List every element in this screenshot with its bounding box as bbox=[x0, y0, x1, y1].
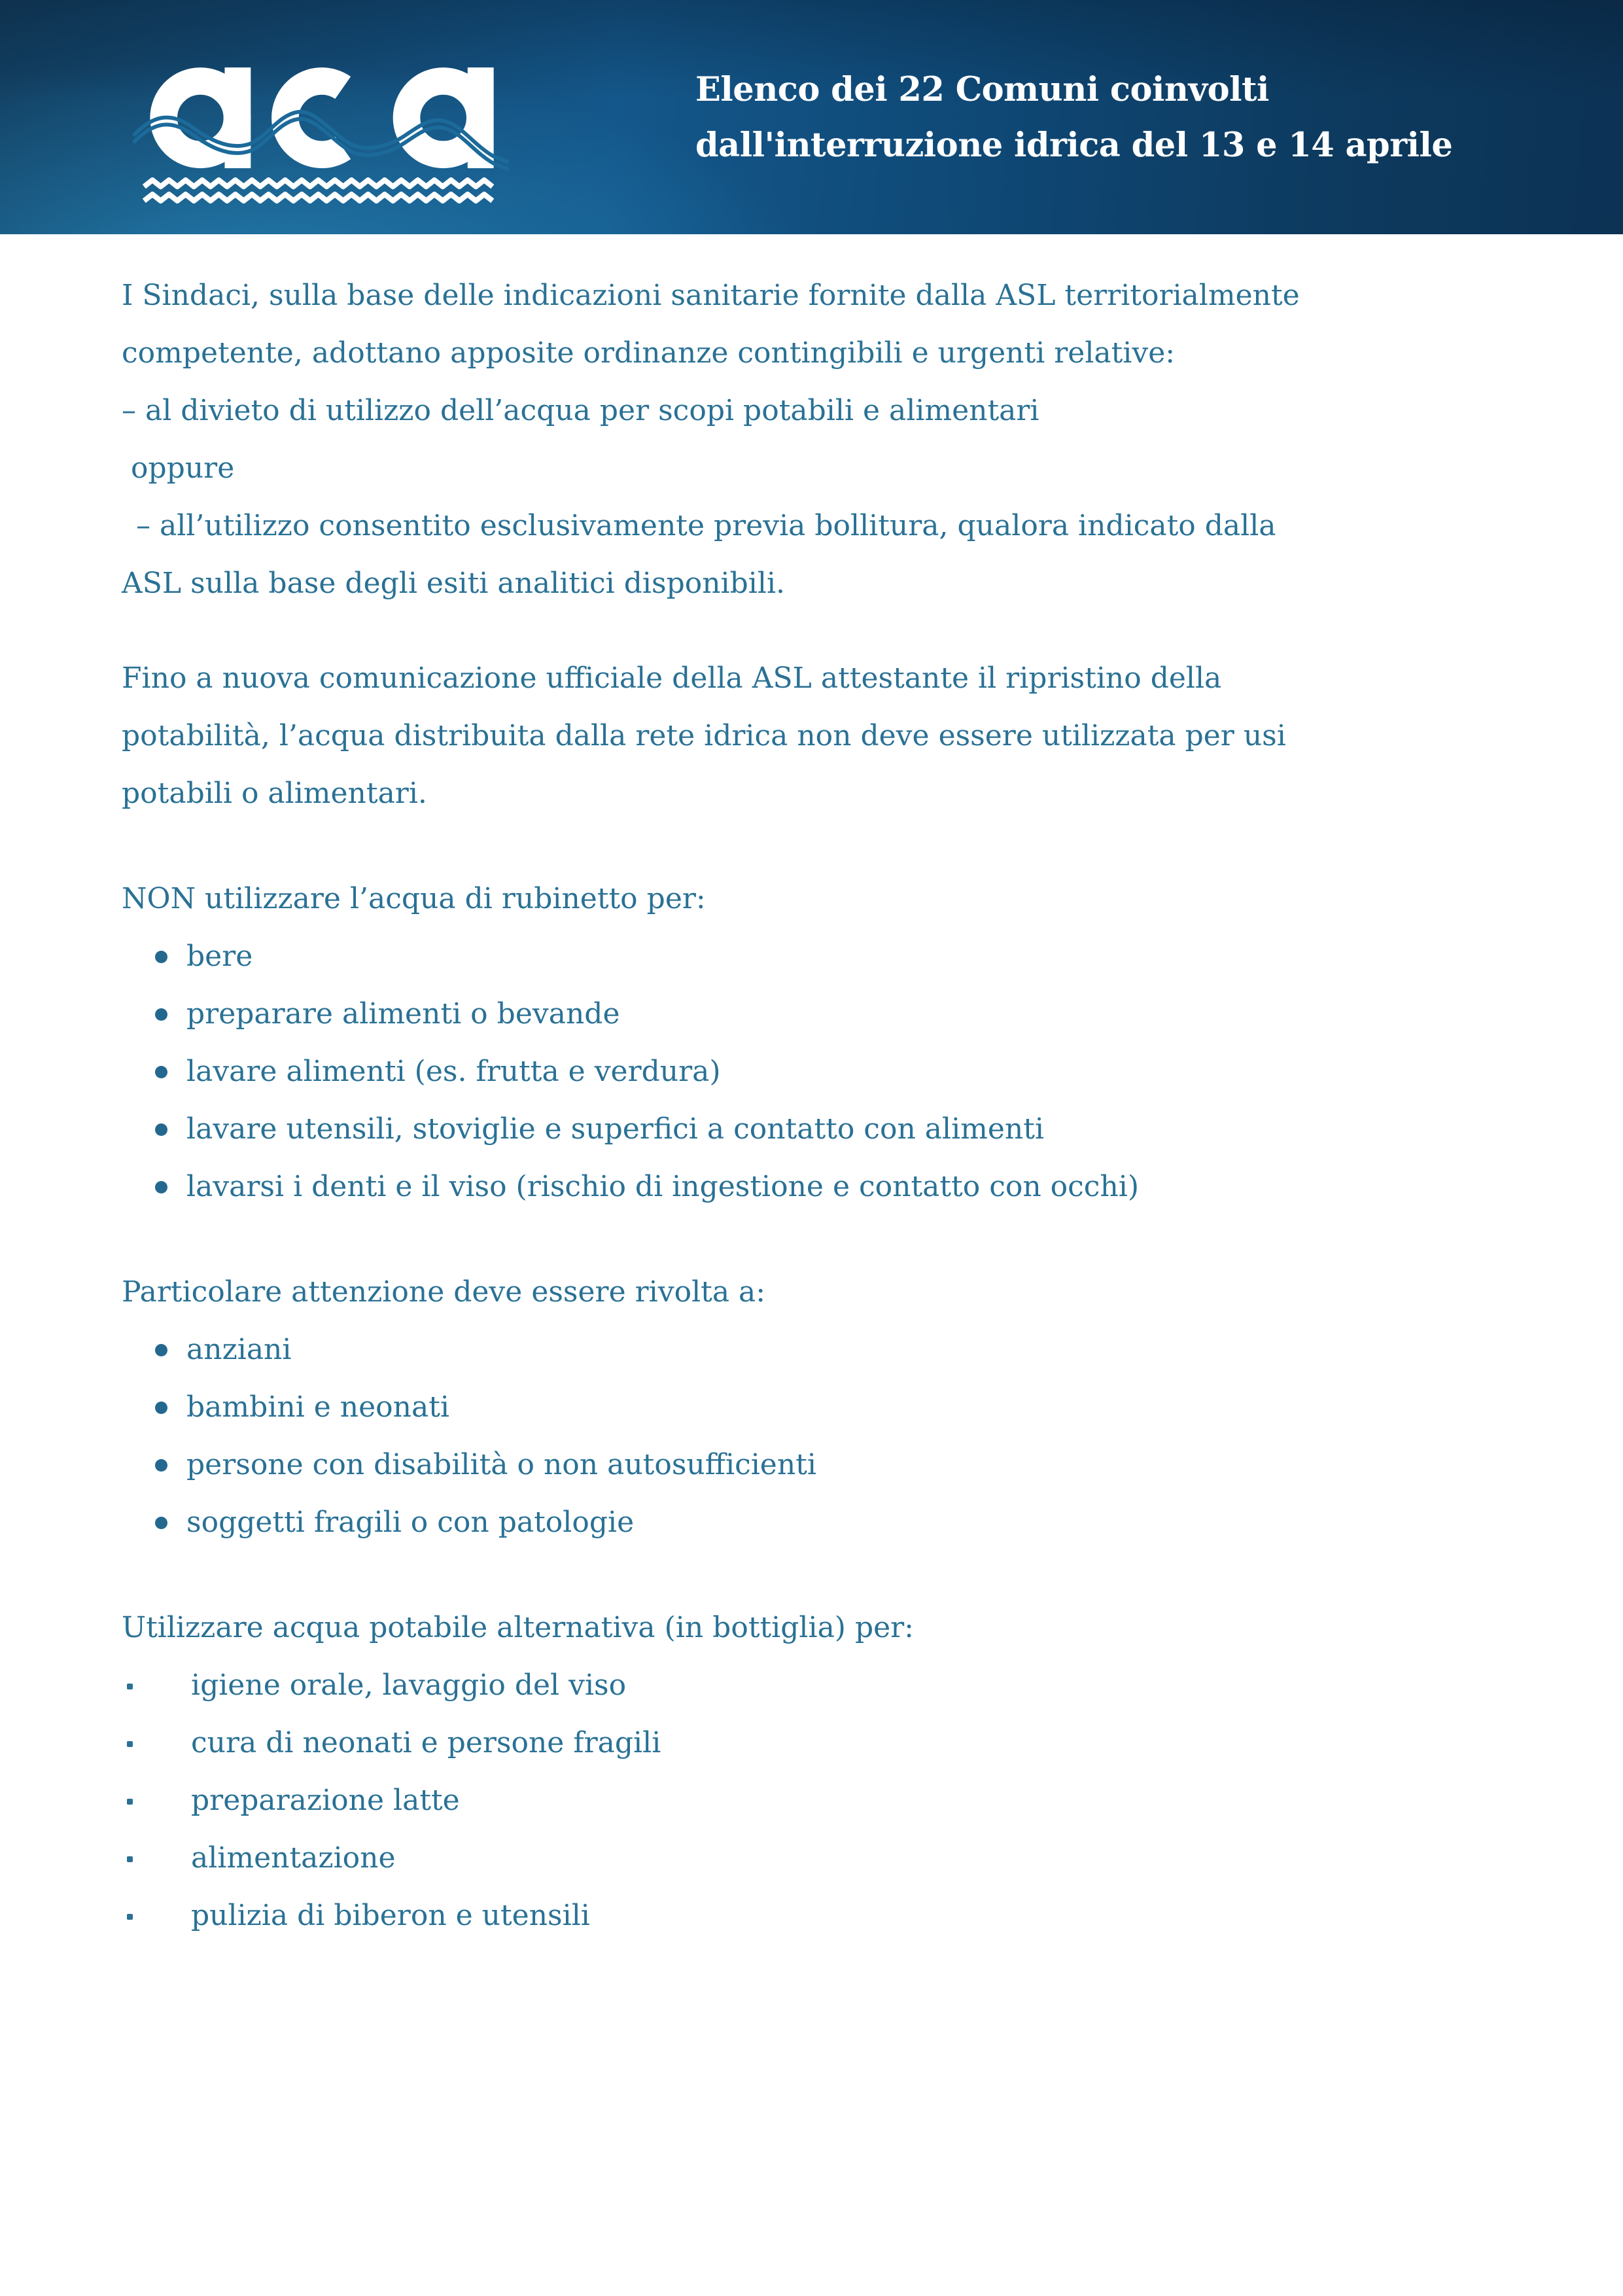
bullet-icon bbox=[155, 1008, 167, 1021]
header-banner bbox=[0, 0, 1623, 234]
list-item bbox=[122, 928, 1564, 985]
bullet-icon bbox=[155, 1459, 167, 1472]
attenzione-list bbox=[122, 1321, 1564, 1551]
non-utilizzare-list bbox=[122, 928, 1564, 1216]
aca-water-logo bbox=[120, 56, 524, 213]
list-item bbox=[122, 1158, 1564, 1216]
list-item-text: lavare utensili, stoviglie e superfici a contatto con alimenti bbox=[186, 1112, 1044, 1146]
page-title-line-1: Elenco dei 22 Comuni coinvolti bbox=[695, 70, 1269, 109]
list-item-text: lavare alimenti (es. frutta e verdura) bbox=[186, 1055, 721, 1088]
intro-line: – al divieto di utilizzo dell’acqua per scopi potabili e alimentari bbox=[122, 394, 1039, 427]
bullet-icon bbox=[155, 1181, 167, 1193]
alternativa-list bbox=[122, 1657, 1564, 1945]
paragraph-line: potabili o alimentari. bbox=[122, 777, 427, 810]
intro-line: I Sindaci, sulla base delle indicazioni sanitarie fornite dalla ASL territorialmente bbox=[122, 279, 1300, 312]
page-title bbox=[695, 62, 1452, 173]
list-item-text: cura di neonati e persone fragili bbox=[191, 1726, 661, 1759]
list-item bbox=[122, 1436, 1564, 1494]
bullet-icon bbox=[155, 1402, 167, 1414]
list-item-text: soggetti fragili o con patologie bbox=[186, 1506, 635, 1539]
intro-line: oppure bbox=[131, 451, 235, 485]
list-item-text: preparazione latte bbox=[191, 1784, 460, 1817]
asl-paragraph bbox=[122, 650, 1564, 822]
list-item bbox=[122, 1887, 1564, 1945]
list-item-text: preparare alimenti o bevande bbox=[186, 997, 620, 1031]
list-item bbox=[122, 1657, 1564, 1714]
paragraph-line: Fino a nuova comunicazione ufficiale della ASL attestante il ripristino della bbox=[122, 662, 1222, 695]
intro-line: – all’utilizzo consentito esclusivamente previa bollitura, qualora indicato dalla bbox=[136, 509, 1276, 542]
section-heading-attenzione: Particolare attenzione deve essere rivolta a: bbox=[122, 1275, 766, 1309]
notice-body bbox=[0, 234, 1623, 1945]
middle-dot-icon bbox=[127, 1914, 133, 1920]
zigzag-waves-icon bbox=[144, 180, 493, 201]
list-item bbox=[122, 1494, 1564, 1551]
list-item-text: lavarsi i denti e il viso (rischio di ingestione e contatto con occhi) bbox=[186, 1170, 1140, 1203]
intro-paragraph bbox=[122, 267, 1564, 612]
list-item bbox=[122, 1829, 1564, 1887]
aca-letters bbox=[164, 67, 493, 168]
list-item bbox=[122, 1714, 1564, 1772]
middle-dot-icon bbox=[127, 1799, 133, 1805]
intro-line: competente, adottano apposite ordinanze contingibili e urgenti relative: bbox=[122, 336, 1176, 370]
section-heading-alternativa: Utilizzare acqua potabile alternativa (in bottiglia) per: bbox=[122, 1611, 915, 1644]
list-item-text: bambini e neonati bbox=[186, 1390, 449, 1424]
list-item bbox=[122, 1101, 1564, 1158]
middle-dot-icon bbox=[127, 1684, 133, 1689]
list-item-text: anziani bbox=[186, 1333, 292, 1366]
list-item-text: alimentazione bbox=[191, 1841, 396, 1875]
paragraph-line: potabilità, l’acqua distribuita dalla rete idrica non deve essere utilizzata per usi bbox=[122, 719, 1286, 752]
middle-dot-icon bbox=[127, 1856, 133, 1862]
list-item bbox=[122, 985, 1564, 1043]
middle-dot-icon bbox=[127, 1741, 133, 1747]
bullet-icon bbox=[155, 1517, 167, 1529]
bullet-icon bbox=[155, 1123, 167, 1136]
bullet-icon bbox=[155, 1066, 167, 1078]
list-item bbox=[122, 1379, 1564, 1436]
intro-line: ASL sulla base degli esiti analitici disponibili. bbox=[122, 567, 785, 600]
list-item-text: bere bbox=[186, 940, 253, 973]
list-item-text: igiene orale, lavaggio del viso bbox=[191, 1669, 627, 1702]
section-heading-non-utilizzare: NON utilizzare l’acqua di rubinetto per: bbox=[122, 882, 706, 915]
list-item bbox=[122, 1772, 1564, 1829]
bullet-icon bbox=[155, 951, 167, 963]
list-item-text: pulizia di biberon e utensili bbox=[191, 1899, 590, 1932]
list-item bbox=[122, 1321, 1564, 1379]
list-item bbox=[122, 1043, 1564, 1101]
page-title-line-2: dall'interruzione idrica del 13 e 14 aprile bbox=[695, 126, 1453, 165]
bullet-icon bbox=[155, 1344, 167, 1356]
list-item-text: persone con disabilità o non autosufficienti bbox=[186, 1448, 816, 1481]
